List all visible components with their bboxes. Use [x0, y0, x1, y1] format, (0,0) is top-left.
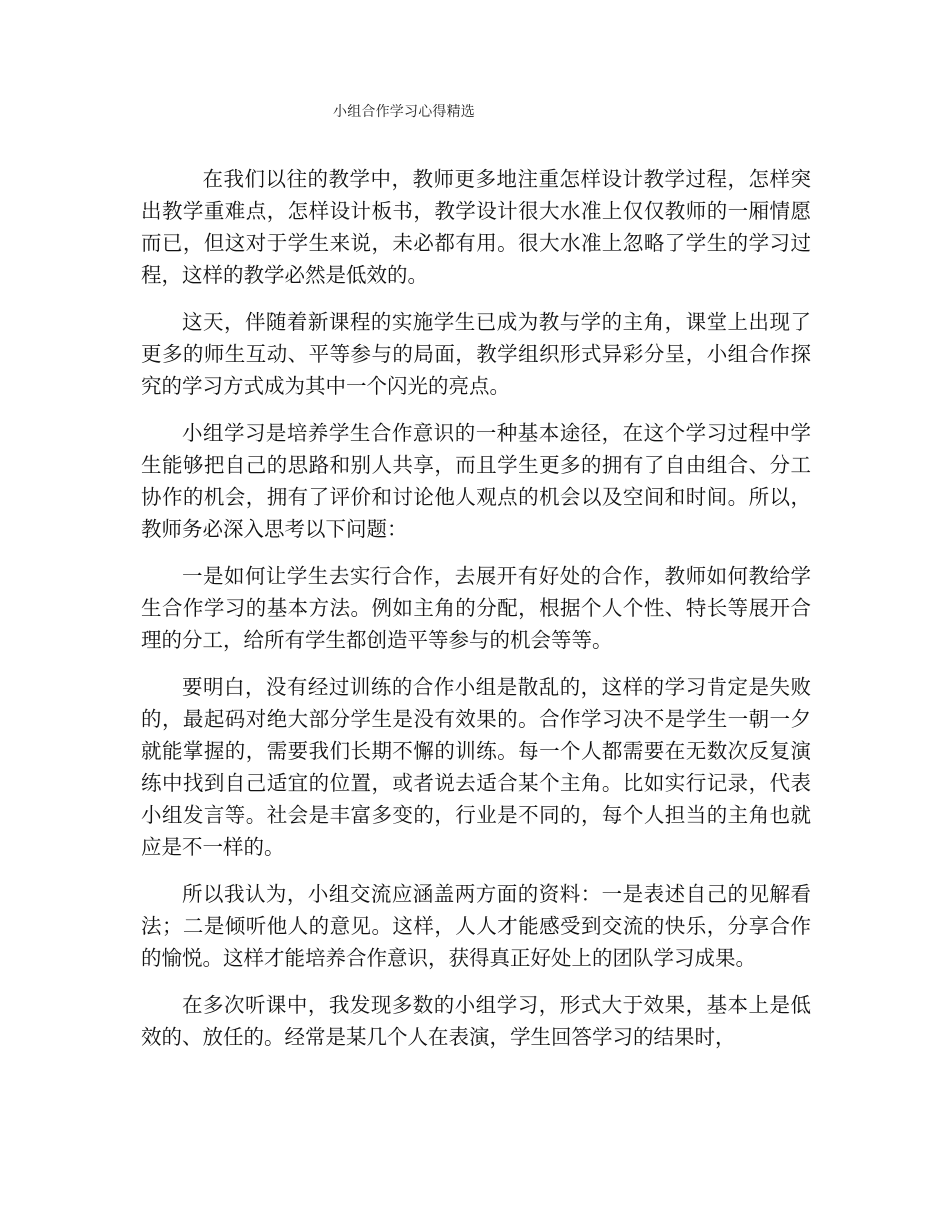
document-body [141, 163, 811, 1068]
paragraph-6: 所以我认为，小组交流应涵盖两方面的资料：一是表述自己的见解看法；二是倾听他人的意见。这样，人人才能感受到交流的快乐，分享合作的愉悦。这样才能培养合作意识，获得真正好处上的团队学习成果。 [141, 882, 811, 970]
paragraph-7: 在多次听课中，我发现多数的小组学习，形式大于效果，基本上是低效的、放任的。经常是某几个人在表演，学生回答学习的结果时， [141, 993, 811, 1049]
paragraph-5: 要明白，没有经过训练的合作小组是散乱的，这样的学习肯定是失败的，最起码对绝大部分学生是没有效果的。合作学习决不是学生一朝一夕就能掌握的，需要我们长期不懈的训练。每一个人都需要在无数次反复演练中找到自己适宜的位置，或者说去适合某个主角。比如实行记录，代表小组发言等。社会是丰富多变的，行业是不同的，每个人担当的主角也就应是不一样的。 [141, 675, 811, 859]
paragraph-4: 一是如何让学生去实行合作，去展开有好处的合作，教师如何教给学生合作学习的基本方法。例如主角的分配，根据个人个性、特长等展开合理的分工，给所有学生都创造平等参与的机会等等。 [141, 564, 811, 652]
paragraph-1: 在我们以往的教学中，教师更多地注重怎样设计教学过程，怎样突出教学重难点，怎样设计板书，教学设计很大水准上仅仅教师的一厢情愿而已，但这对于学生来说，未必都有用。很大水准上忽略了学生的学习过程，这样的教学必然是低效的。 [141, 167, 811, 287]
document-header: 小组合作学习心得精选 [333, 104, 475, 120]
paragraph-2: 这天，伴随着新课程的实施学生已成为教与学的主角，课堂上出现了更多的师生互动、平等参与的局面，教学组织形式异彩分呈，小组合作探究的学习方式成为其中一个闪光的亮点。 [141, 310, 811, 398]
paragraph-3: 小组学习是培养学生合作意识的一种基本途径，在这个学习过程中学生能够把自己的思路和别人共享，而且学生更多的拥有了自由组合、分工协作的机会，拥有了评价和讨论他人观点的机会以及空间和时间。所以，教师务必深入思考以下问题： [141, 421, 811, 541]
